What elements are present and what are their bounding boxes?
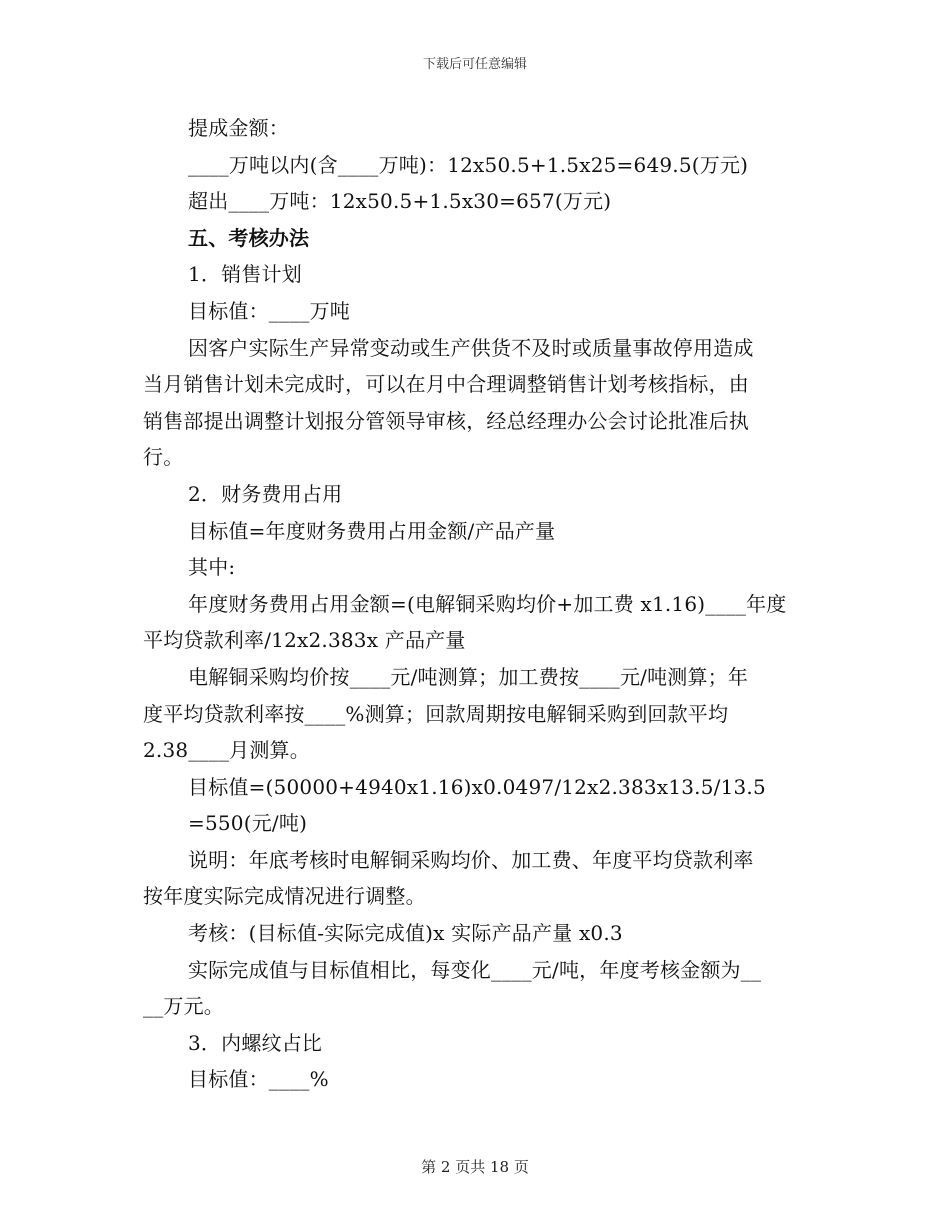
text-line: 2．财务费用占用 [188, 481, 343, 506]
text-line: 目标值：____% [188, 1067, 329, 1092]
text-line: __万元。 [143, 994, 224, 1019]
text-line: 因客户实际生产异常变动或生产供货不及时或质量事故停用造成 [188, 335, 754, 360]
text-line: 考核：(目标值-实际完成值)x 实际产品产量 x0.3 [188, 921, 623, 946]
text-line: 平均贷款利率/12x2.383x 产品产量 [143, 628, 466, 653]
text-line: 2.38____月测算。 [143, 738, 310, 763]
text-line: 度平均贷款利率按____%测算；回款周期按电解铜采购到回款平均 [143, 701, 729, 726]
text-line: 说明：年底考核时电解铜采购均价、加工费、年度平均贷款利率 [188, 847, 754, 872]
text-line: 提成金额： [188, 116, 289, 140]
text-line: 3．内螺纹占比 [188, 1030, 323, 1055]
text-line: 实际完成值与目标值相比，每变化____元/吨，年度考核金额为__ [188, 957, 762, 982]
text-line: 目标值=年度财务费用占用金额/产品产量 [188, 518, 556, 543]
text-line: 当月销售计划未完成时，可以在月中合理调整销售计划考核指标，由 [143, 372, 749, 397]
document-body [143, 110, 808, 1098]
text-line: ____万吨以内(含____万吨)：12x50.5+1.5x25=649.5(万元) [188, 152, 749, 177]
text-line: 电解铜采购均价按____元/吨测算；加工费按____元/吨测算；年 [188, 664, 749, 689]
text-line: 年度财务费用占用金额=(电解铜采购均价+加工费 x1.16)____年度 [188, 591, 787, 616]
text-line: 按年度实际完成情况进行调整。 [143, 884, 426, 909]
text-line: 1．销售计划 [188, 262, 302, 287]
text-line: 行。 [143, 445, 184, 470]
section-heading: 五、考核办法 [188, 225, 310, 250]
text-line: =550(元/吨) [188, 811, 308, 836]
page-footer: 第 2 页共 18 页 [421, 1158, 529, 1176]
text-line: 超出____万吨：12x50.5+1.5x30=657(万元) [188, 189, 612, 214]
page-header: 下载后可任意编辑 [422, 57, 527, 72]
text-line: 其中: [188, 555, 236, 580]
text-line: 目标值：____万吨 [188, 298, 350, 323]
text-line: 目标值=(50000+4940x1.16)x0.0497/12x2.383x13.5/13.5 [188, 774, 766, 799]
text-line: 销售部提出调整计划报分管领导审核，经总经理办公会讨论批准后执 [143, 408, 749, 433]
